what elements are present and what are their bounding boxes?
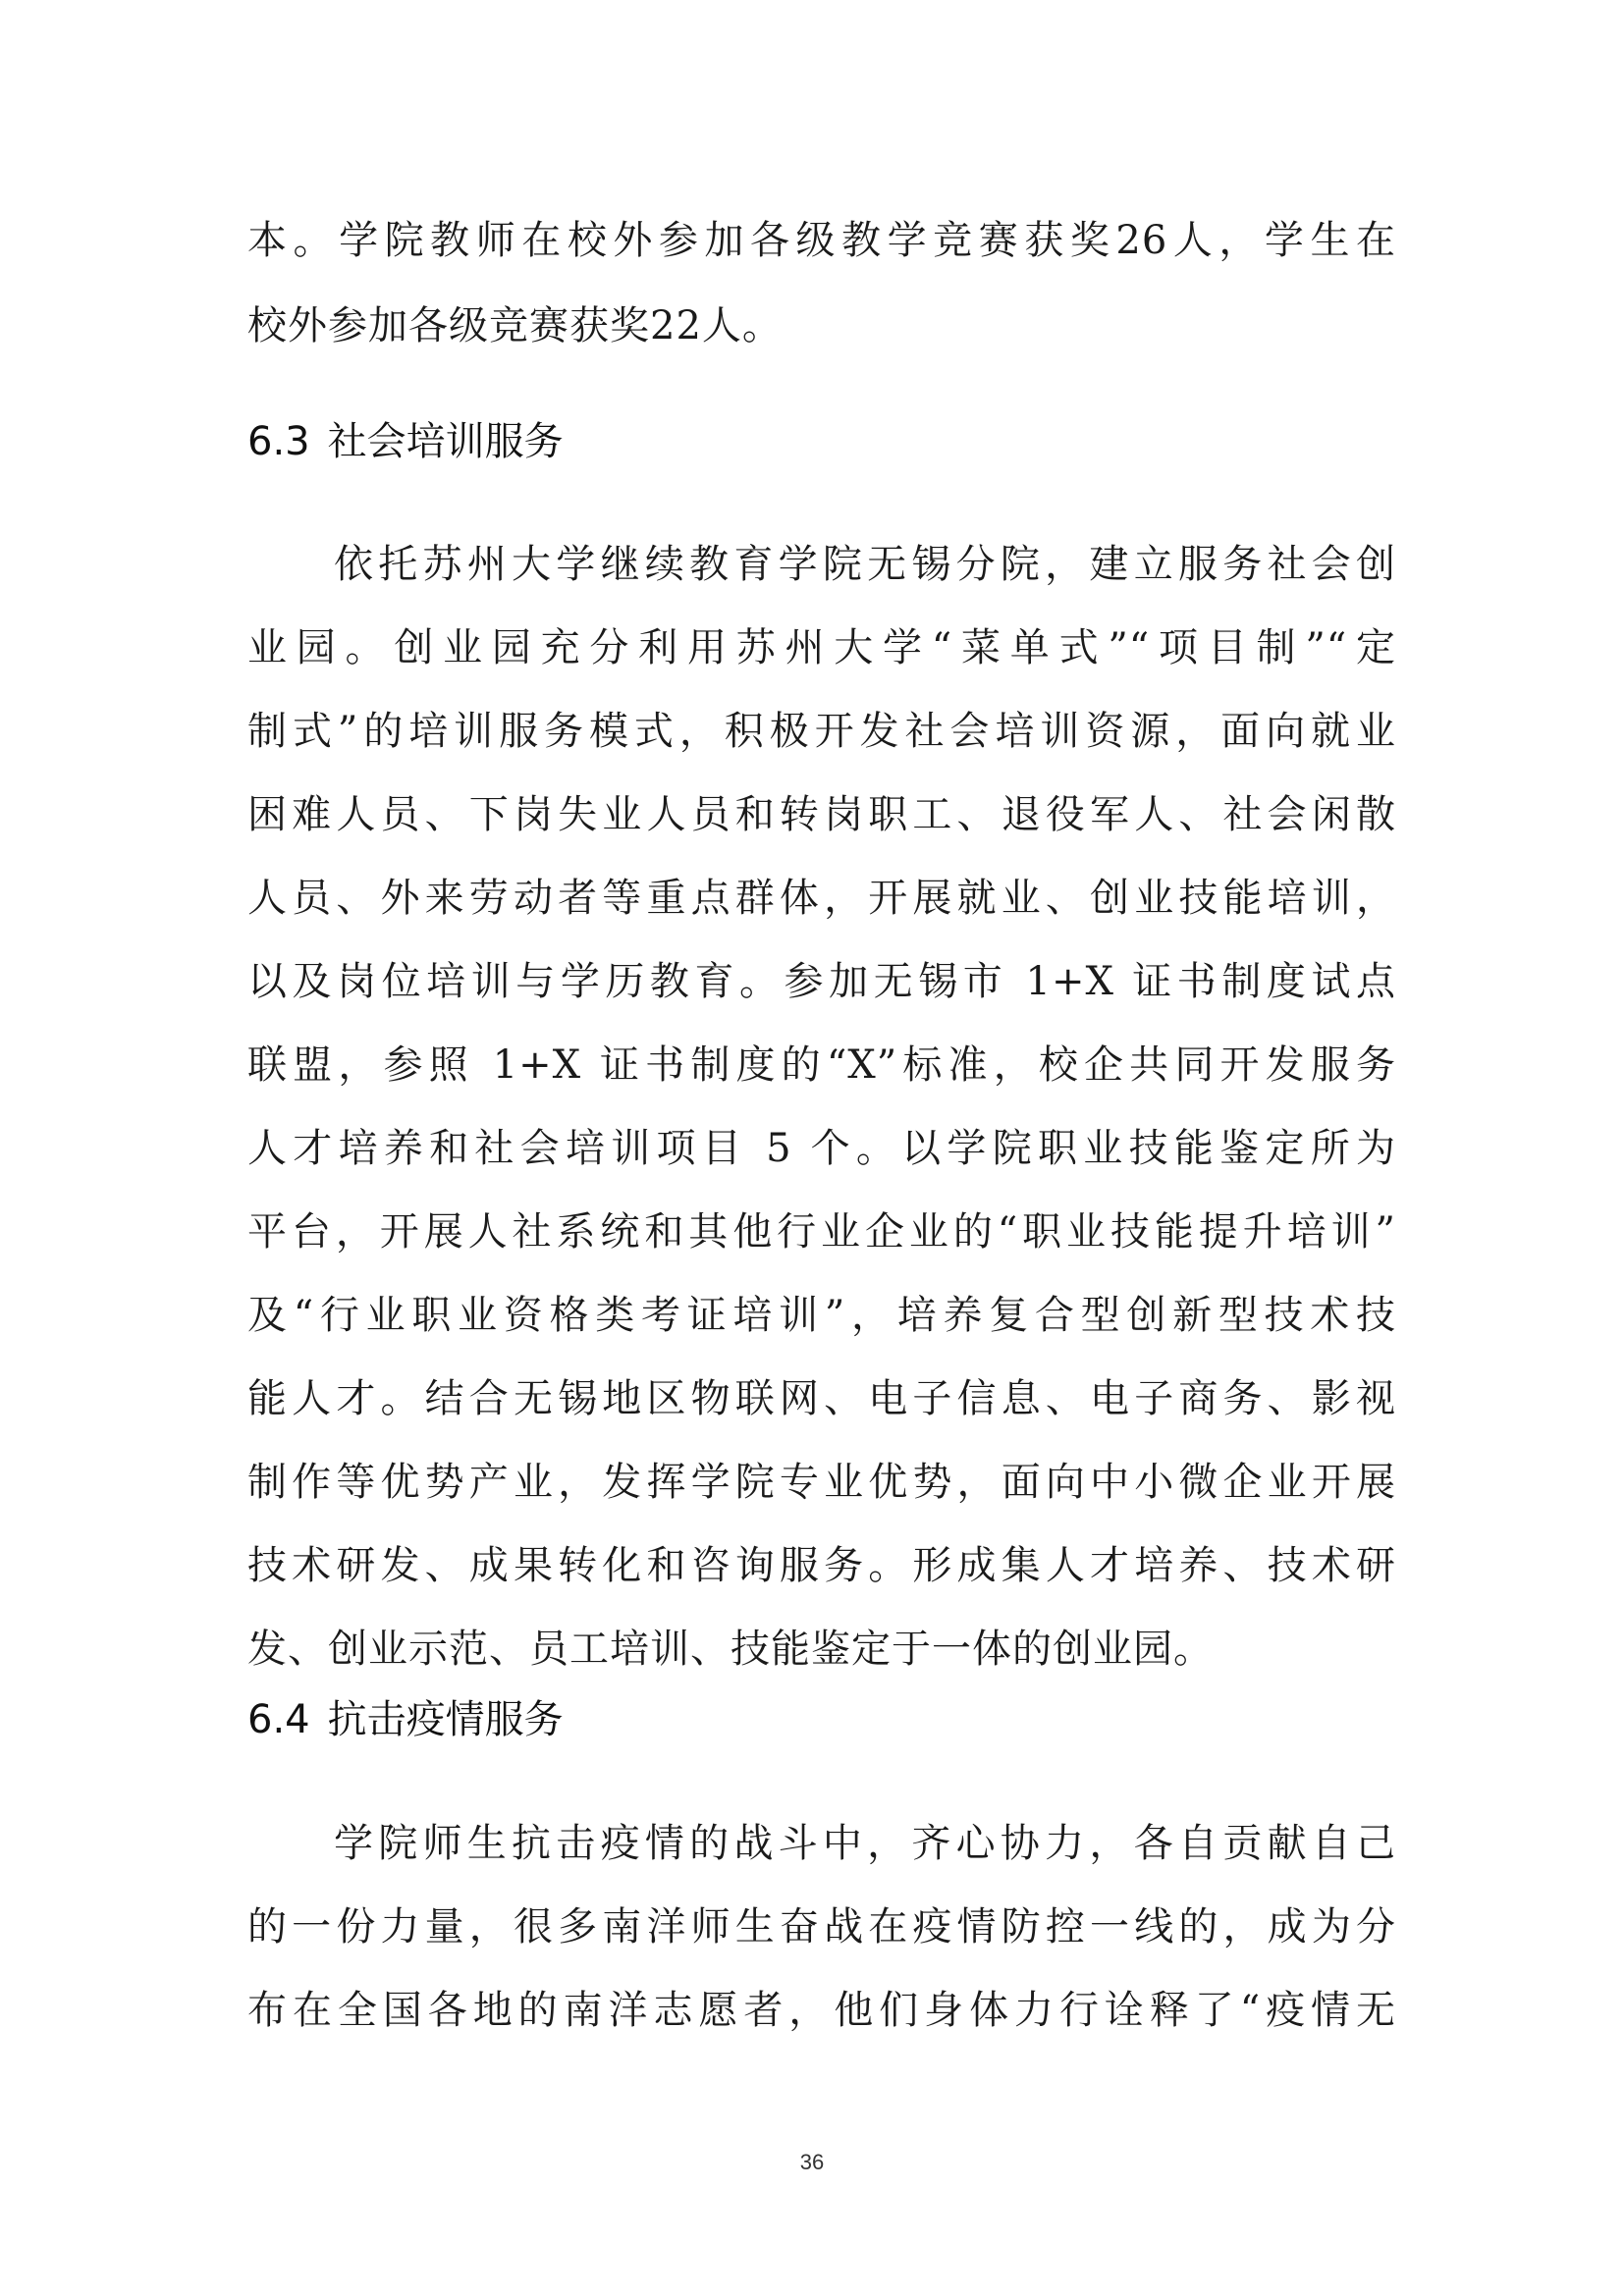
paragraph-line: 以及岗位培训与学历教育。参加无锡市 1+X 证书制度试点 (247, 959, 1396, 1004)
section-heading-6-4 (247, 1690, 564, 1749)
section-title: 社会培训服务 (327, 419, 564, 464)
paragraph-line: 发、创业示范、员工培训、技能鉴定于一体的创业园。 (247, 1627, 1214, 1672)
section-heading-6-3 (247, 412, 564, 471)
paragraph-line: 联盟，参照 1+X 证书制度的“X”标准，校企共同开发服务 (247, 1042, 1396, 1088)
paragraph-line: 布在全国各地的南洋志愿者，他们身体力行诠释了“疫情无 (247, 1988, 1396, 2033)
paragraph-line: 制作等优势产业，发挥学院专业优势，面向中小微企业开展 (247, 1460, 1396, 1505)
page-number: 36 (799, 2150, 825, 2174)
paragraph-line: 业园。创业园充分利用苏州大学“菜单式”“项目制”“定 (247, 625, 1396, 670)
section-number: 6.4 (247, 1697, 310, 1742)
paragraph-line: 制式”的培训服务模式，积极开发社会培训资源，面向就业 (247, 709, 1396, 754)
paragraph-line: 学院师生抗击疫情的战斗中，齐心协力，各自贡献自己 (334, 1821, 1396, 1866)
paragraph-line: 人员、外来劳动者等重点群体，开展就业、创业技能培训， (247, 876, 1396, 921)
section-title: 抗击疫情服务 (327, 1697, 564, 1742)
section-number: 6.3 (247, 419, 310, 464)
paragraph-line: 人才培养和社会培训项目 5 个。以学院职业技能鉴定所为 (247, 1126, 1396, 1171)
paragraph-line: 平台，开展人社系统和其他行业企业的“职业技能提升培训” (247, 1209, 1396, 1255)
paragraph-line: 及“行业职业资格类考证培训”，培养复合型创新型技术技 (247, 1293, 1396, 1338)
paragraph-line: 困难人员、下岗失业人员和转岗职工、退役军人、社会闲散 (247, 792, 1396, 837)
paragraph-line: 本。学院教师在校外参加各级教学竞赛获奖26人，学生在 (247, 218, 1396, 263)
paragraph-line: 依托苏州大学继续教育学院无锡分院，建立服务社会创 (334, 542, 1396, 587)
paragraph-line: 技术研发、成果转化和咨询服务。形成集人才培养、技术研 (247, 1543, 1396, 1588)
paragraph-line: 能人才。结合无锡地区物联网、电子信息、电子商务、影视 (247, 1376, 1396, 1421)
paragraph-line: 的一份力量，很多南洋师生奋战在疫情防控一线的，成为分 (247, 1904, 1396, 1949)
paragraph-line: 校外参加各级竞赛获奖22人。 (247, 303, 783, 348)
